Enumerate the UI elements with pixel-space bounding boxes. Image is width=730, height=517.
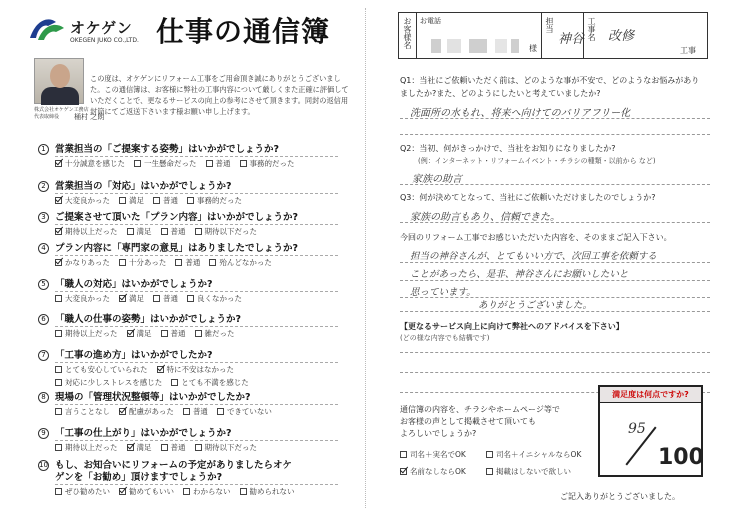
q2-answer: 家族の助言	[412, 174, 462, 185]
answer-option[interactable]	[55, 225, 118, 238]
option-label: 掲載はしないで欲しい	[496, 467, 571, 476]
question-text: もし、お知合いにリフォームの予定がありましたらオケゲンを「お勧め」頂けますでしょうか?	[55, 460, 292, 483]
option-label: とても不満を感じた	[181, 378, 249, 387]
question-title	[38, 350, 338, 362]
option-label: 普通	[170, 227, 186, 236]
question-8	[38, 392, 338, 418]
option-label: 期待以上だった	[65, 329, 118, 338]
checkbox[interactable]	[400, 468, 407, 475]
option-label: 満足	[136, 329, 152, 338]
greeting-text: この度は、オケゲンにリフォーム工事をご用命頂き誠にありがとうございました。この通信簿は、お客様に弊社の工事内容について厳しくまた正確に評価していただくことで、更なるサービスの向上の参考にさせて頂きます。同封の返信用封筒にてご返送下さいます様お願い申し上げます。	[90, 74, 349, 116]
checkbox[interactable]	[55, 228, 62, 235]
option-label: 普通	[170, 329, 186, 338]
answer-option[interactable]	[119, 194, 144, 207]
checkbox[interactable]	[55, 259, 62, 266]
answer-option[interactable]	[187, 194, 242, 207]
publish-option[interactable]	[400, 449, 466, 460]
question-title	[38, 392, 338, 404]
q6-text-2: お客様の声として掲載させて頂いても	[400, 417, 536, 426]
answer-option[interactable]	[195, 441, 258, 454]
option-label: 言うことなし	[65, 407, 110, 416]
publish-option[interactable]	[400, 466, 466, 477]
checkbox[interactable]	[55, 295, 62, 302]
logo-text: オケゲン	[70, 19, 133, 37]
question-number: 7	[38, 350, 49, 361]
question-text: 営業担当の「対応」はいかがでしょうか?	[55, 181, 232, 192]
checkbox[interactable]	[209, 259, 216, 266]
answer-option[interactable]	[55, 441, 118, 454]
answer-option[interactable]	[240, 485, 295, 498]
answer-option[interactable]	[119, 405, 174, 418]
q1-answer: 洗面所の水もれ、将来へ向けてのバリアフリー化	[410, 108, 631, 119]
option-label: 期待以上だった	[65, 227, 118, 236]
question-4	[38, 243, 338, 269]
option-label: 司名＋イニシャルならOK	[496, 450, 582, 459]
answer-option[interactable]	[55, 485, 110, 498]
question-number: 6	[38, 314, 49, 325]
checkbox[interactable]	[153, 197, 160, 204]
question-number: 2	[38, 181, 49, 192]
question-number: 8	[38, 392, 49, 403]
option-label: 配慮があった	[129, 407, 174, 416]
question-title	[38, 428, 338, 440]
question-title	[38, 460, 338, 484]
question-title	[38, 212, 338, 224]
answer-option[interactable]	[195, 327, 235, 340]
company-name: 株式会社オケゲン工務店	[34, 107, 89, 113]
option-label: 殆んどなかった	[219, 258, 272, 267]
option-label: 事務的だった	[249, 159, 295, 168]
option-label: 雑だった	[204, 329, 235, 338]
checkbox[interactable]	[119, 197, 126, 204]
answer-option[interactable]	[134, 157, 197, 170]
question-number: 5	[38, 279, 49, 290]
score-value: 95	[628, 421, 646, 437]
option-label: 満足	[136, 443, 152, 452]
president-photo	[34, 58, 84, 104]
question-title	[38, 181, 338, 193]
checkbox[interactable]	[217, 408, 224, 415]
checkbox[interactable]	[240, 160, 247, 167]
checkbox[interactable]	[161, 228, 168, 235]
answer-option[interactable]	[157, 363, 235, 376]
checkbox[interactable]	[127, 228, 134, 235]
checkbox[interactable]	[55, 330, 62, 337]
q2-sub: (例：インターネット・リフォームイベント・チラシの種類・以前から など)	[418, 157, 656, 165]
option-label: 一生懸命だった	[144, 159, 197, 168]
staff-name: 神谷	[558, 32, 585, 47]
logo-mark-icon	[28, 14, 68, 44]
checkbox[interactable]	[134, 160, 141, 167]
question-number: 10	[39, 461, 48, 469]
checkbox[interactable]	[119, 259, 126, 266]
question-10	[38, 460, 338, 498]
question-title	[38, 314, 338, 326]
option-label: 良くなかった	[197, 294, 242, 303]
option-label: 満足	[136, 227, 152, 236]
checkbox[interactable]	[119, 408, 126, 415]
checkbox[interactable]	[153, 295, 160, 302]
q4-answer-4: ありがとうございました。	[478, 300, 593, 311]
answer-option[interactable]	[217, 405, 272, 418]
checkbox[interactable]	[195, 228, 202, 235]
option-label: 特に不安はなかった	[166, 365, 234, 374]
checkbox[interactable]	[400, 451, 407, 458]
option-label: 満足	[129, 294, 144, 303]
option-label: 勧めてもいい	[129, 487, 174, 496]
q4-text: 今回のリフォーム工事でお感じいただいた内容を、そのままご記入下さい。	[400, 233, 672, 242]
company-logo	[28, 14, 146, 48]
answer-option[interactable]	[127, 441, 152, 454]
answer-option[interactable]	[183, 485, 231, 498]
checkbox[interactable]	[486, 451, 493, 458]
option-label: 事務的だった	[197, 196, 242, 205]
checkbox[interactable]	[55, 197, 62, 204]
checkbox[interactable]	[183, 488, 190, 495]
answer-option[interactable]	[55, 256, 110, 269]
answer-option[interactable]	[195, 225, 258, 238]
checkbox[interactable]	[187, 197, 194, 204]
answer-option[interactable]	[55, 363, 148, 376]
label-staff: 担当	[545, 17, 554, 33]
q3-text: Q3：何が決めてとなって、当社にご依頼いただけましたのでしょうか?	[400, 193, 656, 202]
option-label: 普通	[185, 258, 201, 267]
option-label: 期待以下だった	[204, 227, 257, 236]
option-label: 対応に少しストレスを感じた	[65, 378, 163, 387]
checkbox[interactable]	[55, 408, 62, 415]
checkbox[interactable]	[195, 444, 202, 451]
question-2	[38, 181, 338, 207]
page-title: 仕事の通信簿	[156, 15, 331, 48]
question-number: 9	[38, 428, 49, 439]
option-label: 十分誠意を感じた	[65, 159, 125, 168]
honorific: 様	[529, 44, 537, 53]
work-suffix: 工事	[680, 46, 696, 55]
option-label: 普通	[192, 407, 208, 416]
checkbox[interactable]	[175, 259, 182, 266]
option-label: ぜひ勧めたい	[65, 487, 110, 496]
label-customer: お客様名	[403, 17, 412, 49]
answer-option[interactable]	[55, 292, 110, 305]
answer-option[interactable]	[55, 327, 118, 340]
checkbox[interactable]	[119, 488, 126, 495]
question-text: 現場の「管理状況整頓等」はいかがでしたか?	[55, 392, 251, 403]
checkbox[interactable]	[183, 408, 190, 415]
customer-info-box	[398, 12, 708, 59]
q5-sub: (どの様な内容でも結構です)	[400, 334, 490, 342]
checkbox[interactable]	[127, 330, 134, 337]
q4-answer-2: ことがあったら、是非、神谷さんにお願いしたいと	[410, 269, 629, 280]
question-5	[38, 279, 338, 305]
publish-option[interactable]	[486, 449, 581, 460]
checkbox[interactable]	[206, 160, 213, 167]
president-name: 桶村 之朗	[74, 113, 105, 121]
option-label: 名前なしならOK	[410, 467, 466, 476]
option-label: 普通	[163, 196, 178, 205]
question-text: 「職人の仕事の姿勢」はいかがでしょうか?	[55, 314, 242, 325]
answer-option[interactable]	[119, 485, 174, 498]
answer-option[interactable]	[209, 256, 272, 269]
q5-text: 【更なるサービス向上に向けて弊社へのアドバイスを下さい】	[400, 322, 624, 331]
option-label: とても安心していられた	[65, 365, 148, 374]
question-text: 「職人の対応」はいかがでしょうか?	[55, 279, 213, 290]
option-label: できていない	[226, 407, 272, 416]
question-text: 営業担当の「ご提案する姿勢」はいかがでしょうか?	[55, 144, 280, 155]
option-label: 満足	[129, 196, 144, 205]
option-label: 十分あった	[128, 258, 167, 267]
checkbox[interactable]	[55, 379, 62, 386]
checkbox[interactable]	[157, 366, 164, 373]
option-label: 大変良かった	[65, 294, 110, 303]
question-text: ご提案させて頂いた「プラン内容」はいかがでしょうか?	[55, 212, 299, 223]
question-text: 「工事の仕上がり」はいかがでしょうか?	[55, 428, 232, 439]
q1-text: Q1：当社にご依頼いただく前は、どのような事が不安で、どのようなお悩みがありましたか?また、どのようにしたいと考えていましたか?	[400, 76, 700, 98]
q4-answer-1: 担当の神谷さんが、とてもいい方で、次回工事を依頼する	[410, 251, 657, 262]
answer-option[interactable]	[171, 376, 249, 389]
question-3	[38, 212, 338, 238]
question-text: 「工事の進め方」はいかがでしたか?	[55, 350, 213, 361]
answer-option[interactable]	[183, 405, 208, 418]
question-title	[38, 279, 338, 291]
checkbox[interactable]	[161, 444, 168, 451]
question-text: プラン内容に「専門家の意見」はありましたでしょうか?	[55, 243, 299, 254]
checkbox[interactable]	[240, 488, 247, 495]
q4-answer-3: 思っています。	[410, 287, 476, 298]
answer-option[interactable]	[153, 292, 178, 305]
answer-option[interactable]	[119, 292, 144, 305]
answer-option[interactable]	[206, 157, 231, 170]
checkbox[interactable]	[55, 160, 62, 167]
option-label: 大変良かった	[65, 196, 110, 205]
answer-option[interactable]	[55, 376, 162, 389]
answer-option[interactable]	[161, 441, 186, 454]
work-name: 改修	[608, 29, 635, 44]
score-max: 100	[658, 445, 704, 470]
president-role: 代表取締役	[34, 114, 60, 120]
option-label: 期待以下だった	[204, 443, 257, 452]
option-label: わからない	[193, 487, 231, 496]
checkbox[interactable]	[127, 444, 134, 451]
question-number: 3	[38, 212, 49, 223]
question-1	[38, 144, 338, 170]
option-label: 普通	[163, 294, 178, 303]
answer-option[interactable]	[187, 292, 242, 305]
question-6	[38, 314, 338, 340]
score-label: 満足度は何点ですか?	[600, 387, 701, 403]
option-label: 期待以上だった	[65, 443, 118, 452]
option-label: 司名＋実名でOK	[410, 450, 466, 459]
answer-option[interactable]	[127, 327, 152, 340]
q2-text: Q2：当初、何がきっかけで、当社をお知りになりましたか?	[400, 144, 616, 153]
q6-text-3: よろしいでしょうか?	[400, 429, 477, 438]
answer-option[interactable]	[240, 157, 295, 170]
option-label: 勧められない	[249, 487, 295, 496]
checkbox[interactable]	[161, 330, 168, 337]
answer-option[interactable]	[161, 327, 186, 340]
publish-option[interactable]	[486, 466, 571, 477]
page-divider	[365, 8, 366, 508]
checkbox[interactable]	[55, 366, 62, 373]
answer-option[interactable]	[175, 256, 200, 269]
checkbox[interactable]	[55, 444, 62, 451]
checkbox[interactable]	[55, 488, 62, 495]
question-number: 1	[38, 144, 49, 155]
checkbox[interactable]	[119, 295, 126, 302]
answer-option[interactable]	[55, 157, 125, 170]
label-phone: お電話	[420, 17, 441, 25]
label-work: 工事名	[587, 17, 596, 41]
checkbox[interactable]	[486, 468, 493, 475]
question-9	[38, 428, 338, 454]
answer-option[interactable]	[119, 256, 166, 269]
option-label: 普通	[215, 159, 231, 168]
answer-option[interactable]	[55, 194, 110, 207]
option-label: かなりあった	[65, 258, 110, 267]
question-title	[38, 144, 338, 156]
answer-option[interactable]	[161, 225, 186, 238]
answer-option[interactable]	[153, 194, 178, 207]
answer-option[interactable]	[55, 405, 110, 418]
q6-text-1: 通信簿の内容を、チラシやホームページ等で	[400, 405, 560, 414]
question-title	[38, 243, 338, 255]
logo-subtext: OKEGEN JUKO CO.,LTD.	[70, 37, 139, 44]
option-label: 普通	[170, 443, 186, 452]
thanks-text: ご記入ありがとうございました。	[560, 492, 680, 501]
checkbox[interactable]	[195, 330, 202, 337]
question-number: 4	[38, 243, 49, 254]
checkbox[interactable]	[171, 379, 178, 386]
checkbox[interactable]	[187, 295, 194, 302]
question-7	[38, 350, 338, 389]
answer-option[interactable]	[127, 225, 152, 238]
q3-answer: 家族の助言もあり、信頼できた。	[410, 212, 560, 223]
